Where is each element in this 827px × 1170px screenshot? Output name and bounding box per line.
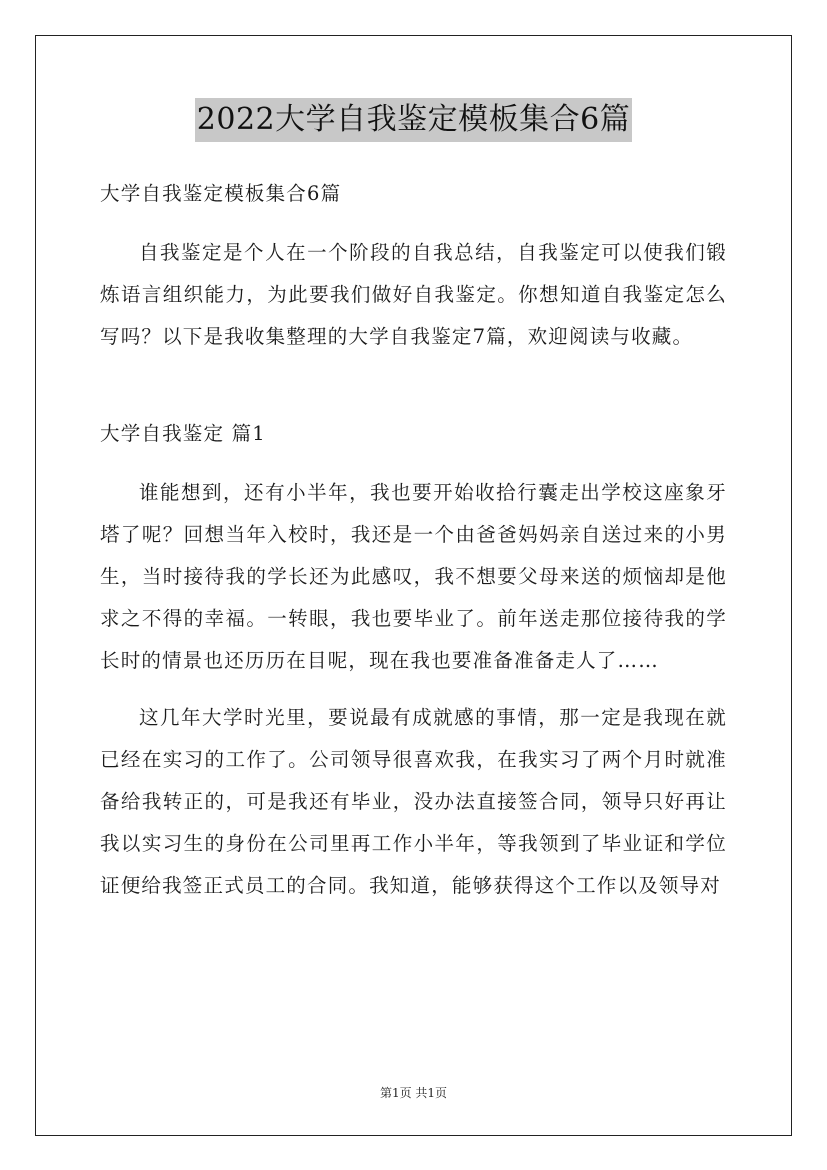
document-subtitle: 大学自我鉴定模板集合6篇 [100,182,342,205]
document-body [100,178,727,907]
section-paragraph: 这几年大学时光里，要说最有成就感的事情，那一定是我现在就已经在实习的工作了。公司领导很喜欢我，在我实习了两个月时就准备给我转正的，可是我还有毕业，没办法直接签合同，领导只好再让我以实习生的身份在公司里再工作小半年，等我领到了毕业证和学位证便给我签正式员工的合同。我知道，能够获得这个工作以及领导对 [100,706,727,897]
section-paragraph: 谁能想到，还有小半年，我也要开始收拾行囊走出学校这座象牙塔了呢？回想当年入校时，我还是一个由爸爸妈妈亲自送过来的小男生，当时接待我的学长还为此感叹，我不想要父母来送的烦恼却是他求之不得的幸福。一转眼，我也要毕业了。前年送走那位接待我的学长时的情景也还历历在目呢，现在我也要准备准备走人了…… [100,481,727,672]
page-footer: 第1页 共1页 [379,1086,448,1100]
title-container [0,98,827,142]
intro-paragraph: 自我鉴定是个人在一个阶段的自我总结，自我鉴定可以使我们锻炼语言组织能力，为此要我们做好自我鉴定。你想知道自我鉴定怎么写吗？以下是我收集整理的大学自我鉴定7篇，欢迎阅读与收藏。 [100,241,727,348]
section-heading: 大学自我鉴定 篇1 [100,422,266,445]
document-title: 2022大学自我鉴定模板集合6篇 [195,98,632,142]
